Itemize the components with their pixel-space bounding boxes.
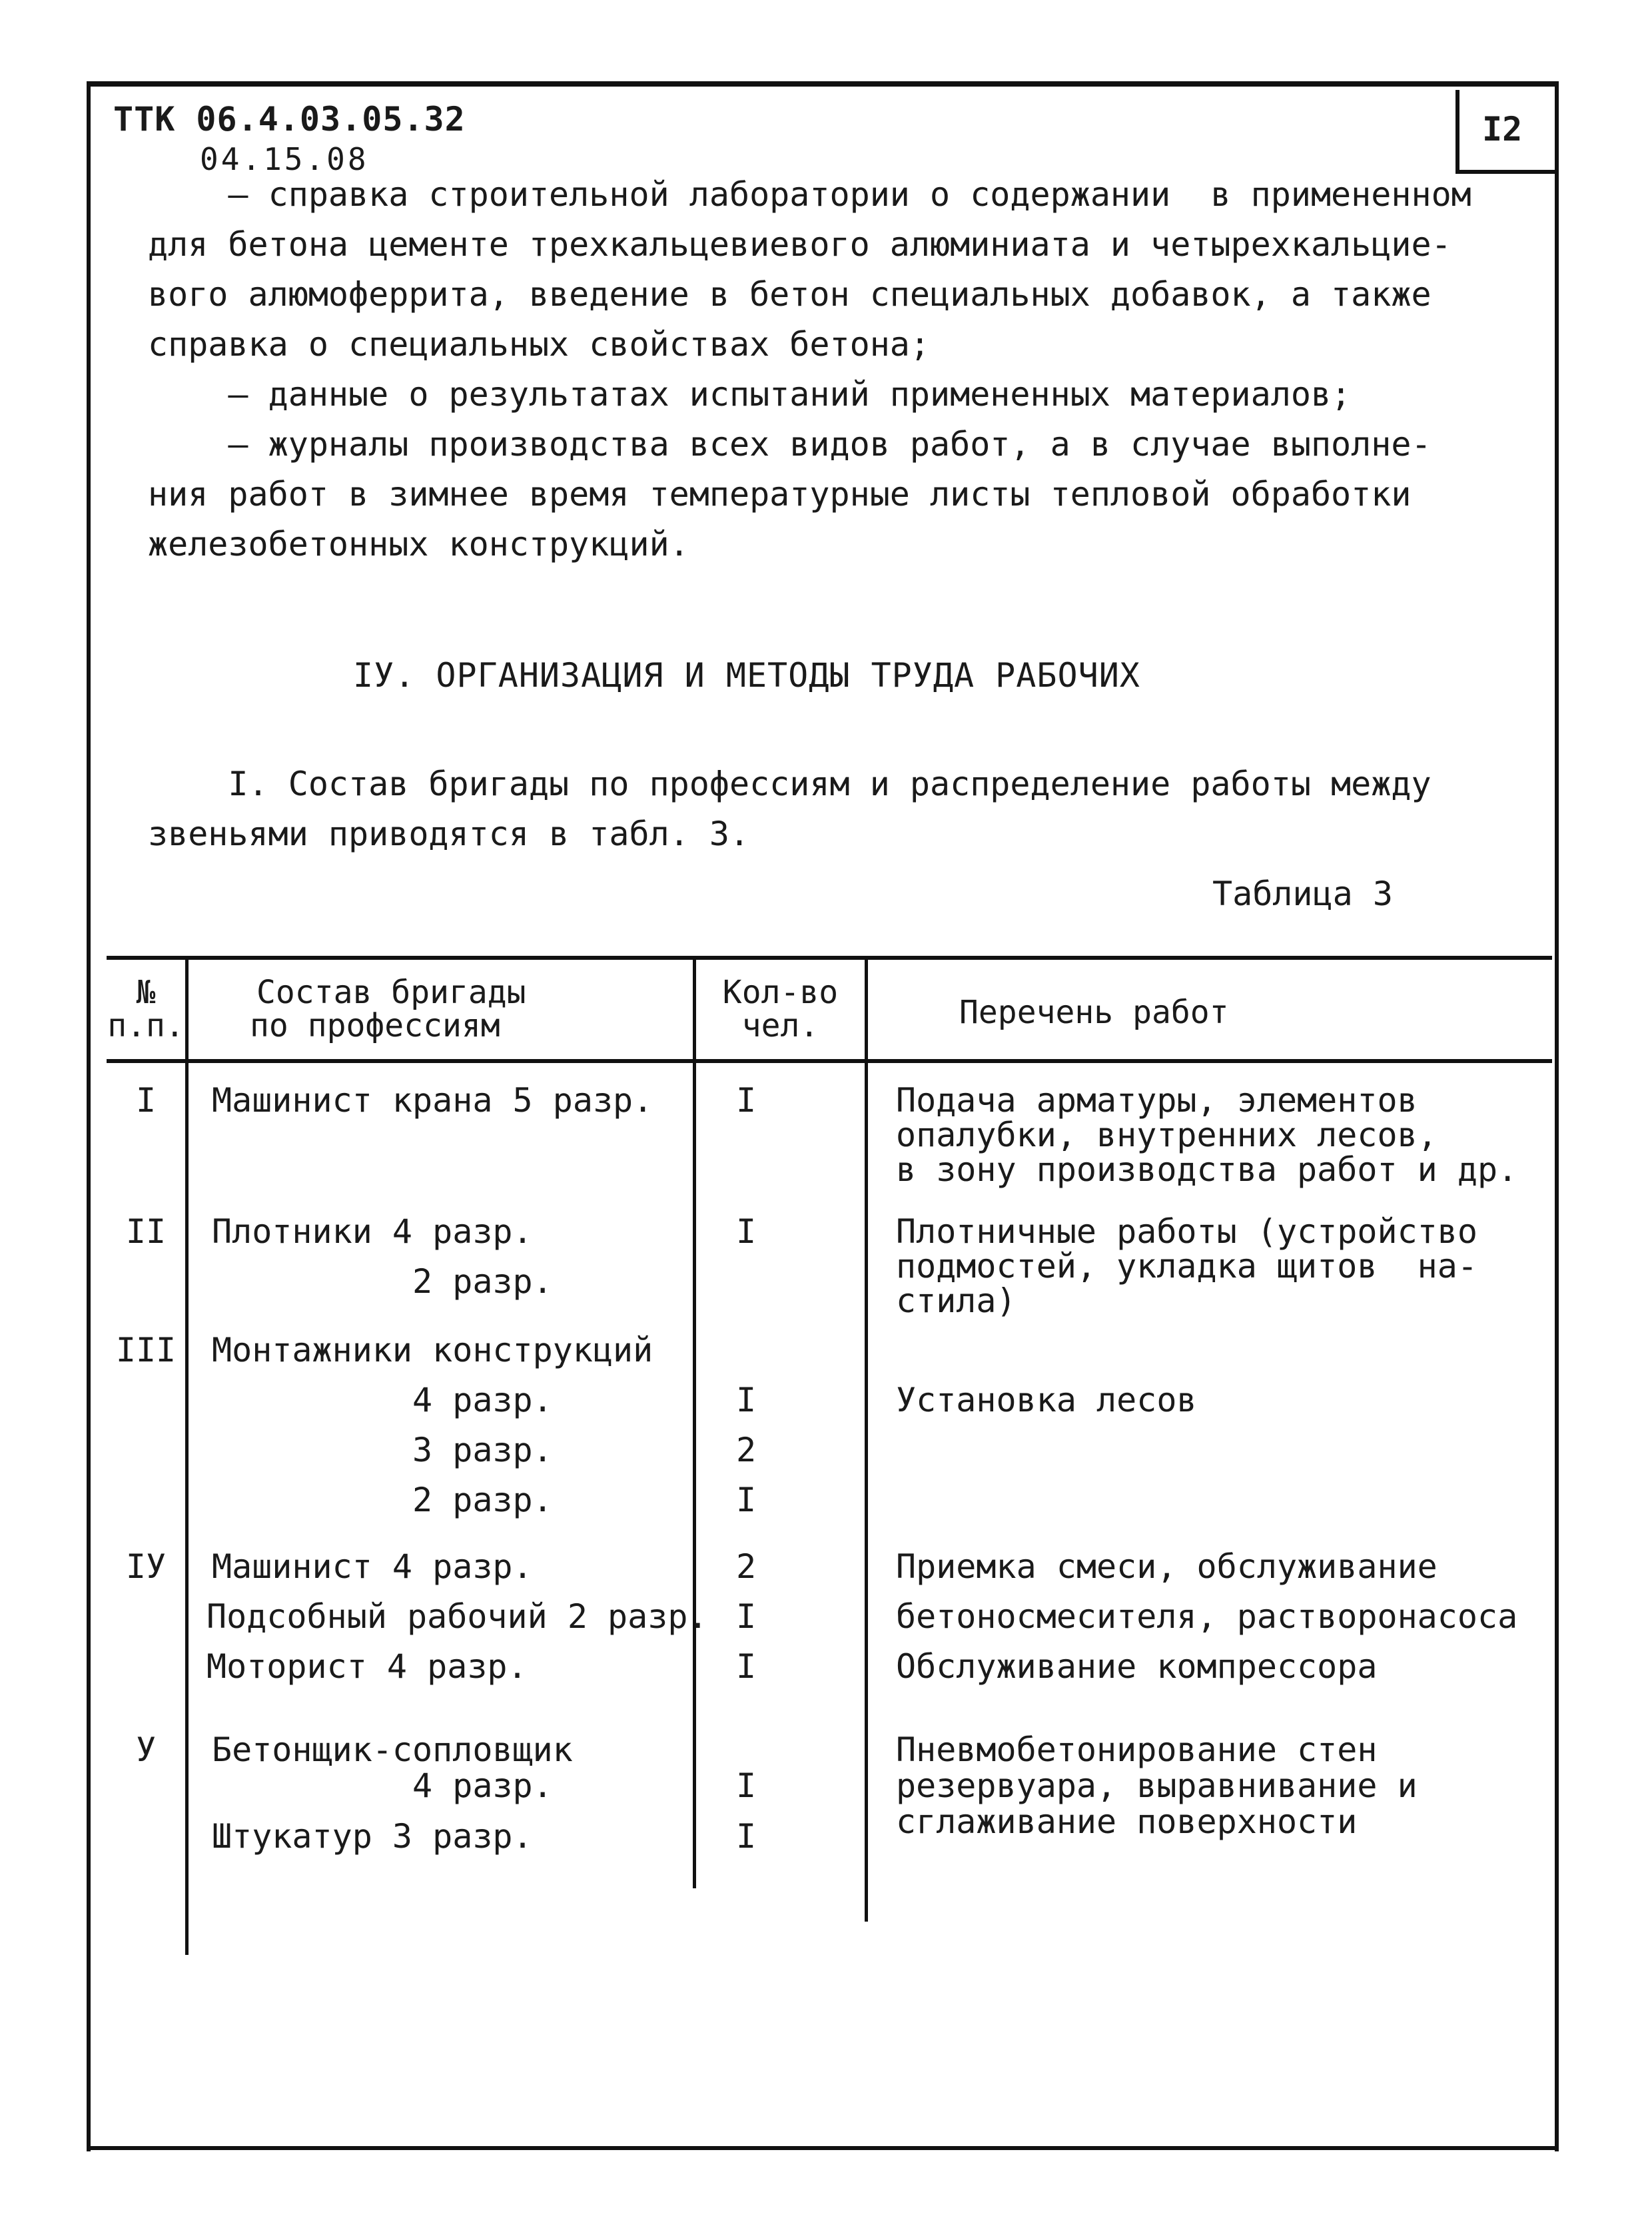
body-line: железобетонных конструкций.: [148, 525, 689, 563]
row-count: 2: [735, 1547, 757, 1586]
row-works: стила): [896, 1282, 1017, 1320]
body-line: для бетона цементе трехкальцевиевого алюминиата и четырехкальцие-: [148, 225, 1451, 264]
row-composition: Бетонщик-сопловщик: [212, 1730, 573, 1769]
body-line: справка о специальных свойствах бетона;: [148, 325, 930, 364]
row-count: I: [735, 1766, 757, 1805]
page-frame-right: [1555, 81, 1559, 2151]
row-works: Плотничные работы (устройство: [896, 1212, 1477, 1251]
body-line: ния работ в зимнее время температурные листы тепловой обработки: [148, 475, 1412, 514]
row-works: резервуара, выравнивание и: [896, 1766, 1418, 1805]
row-composition: Моторист 4 разр.: [206, 1647, 528, 1686]
table-col-divider: [185, 956, 189, 1955]
row-number: У: [135, 1730, 157, 1769]
section-title: IУ. ОРГАНИЗАЦИЯ И МЕТОДЫ ТРУДА РАБОЧИХ: [353, 656, 1140, 695]
page-frame-bottom: [87, 2146, 1559, 2150]
row-count: I: [735, 1647, 757, 1686]
intro-line: I. Состав бригады по профессиям и распределение работы между: [148, 765, 1432, 803]
document-code: ТТК 06.4.03.05.32: [113, 100, 466, 139]
table-col-divider: [865, 956, 868, 1922]
table-header-works: Перечень работ: [959, 994, 1229, 1031]
row-works: Приемка смеси, обслуживание: [896, 1547, 1438, 1586]
row-composition: Машинист 4 разр.: [212, 1547, 533, 1586]
body-line: – данные о результатах испытаний примененных материалов;: [148, 375, 1352, 414]
row-number: III: [115, 1331, 177, 1369]
row-works: бетоносмесителя, растворонасоса: [896, 1597, 1518, 1636]
row-works: Установка лесов: [896, 1381, 1197, 1419]
row-number: II: [125, 1212, 167, 1251]
row-works: Подача арматуры, элементов: [896, 1081, 1418, 1120]
row-count: 2: [735, 1431, 757, 1469]
page-frame-top: [87, 81, 1559, 87]
table-top-rule: [107, 956, 1552, 960]
body-line: вого алюмоферрита, введение в бетон специальных добавок, а также: [148, 275, 1432, 314]
row-composition: Плотники 4 разр.: [212, 1212, 533, 1251]
row-composition: Монтажники конструкций: [212, 1331, 653, 1369]
row-count: I: [735, 1481, 757, 1519]
row-composition: Штукатур 3 разр.: [212, 1817, 533, 1856]
intro-line: звеньями приводятся в табл. 3.: [148, 815, 750, 853]
row-composition: Подсобный рабочий 2 разр.: [206, 1597, 708, 1636]
row-count: I: [735, 1212, 757, 1251]
body-line: – журналы производства всех видов работ, а в случае выполне-: [148, 425, 1432, 464]
table-header-rule: [107, 1059, 1552, 1063]
row-works: сглаживание поверхности: [896, 1802, 1358, 1841]
row-count: I: [735, 1081, 757, 1120]
row-count: I: [735, 1817, 757, 1856]
row-composition: Машинист крана 5 разр.: [212, 1081, 653, 1120]
row-number: I: [135, 1081, 157, 1120]
row-works: опалубки, внутренних лесов,: [896, 1116, 1438, 1154]
row-works: в зону производства работ и др.: [896, 1150, 1518, 1189]
row-works: Пневмобетонирование стен: [896, 1730, 1378, 1769]
row-composition: 3 разр.: [212, 1431, 553, 1469]
page-number: I2: [1482, 110, 1523, 149]
row-works: подмостей, укладка щитов на-: [896, 1247, 1477, 1286]
row-works: Обслуживание компрессора: [896, 1647, 1378, 1686]
table-label: Таблица 3: [1212, 875, 1393, 913]
body-line: – справка строительной лаборатории о содержании в примененном: [148, 175, 1471, 214]
row-count: I: [735, 1597, 757, 1636]
row-composition: 4 разр.: [212, 1381, 553, 1419]
row-composition: 2 разр.: [212, 1481, 553, 1519]
document-date: 04.15.08: [200, 141, 369, 177]
row-number: IУ: [125, 1547, 167, 1586]
row-count: I: [735, 1381, 757, 1419]
row-composition: 2 разр.: [212, 1262, 553, 1301]
row-composition: 4 разр.: [212, 1766, 553, 1805]
page-frame-left: [87, 81, 91, 2151]
